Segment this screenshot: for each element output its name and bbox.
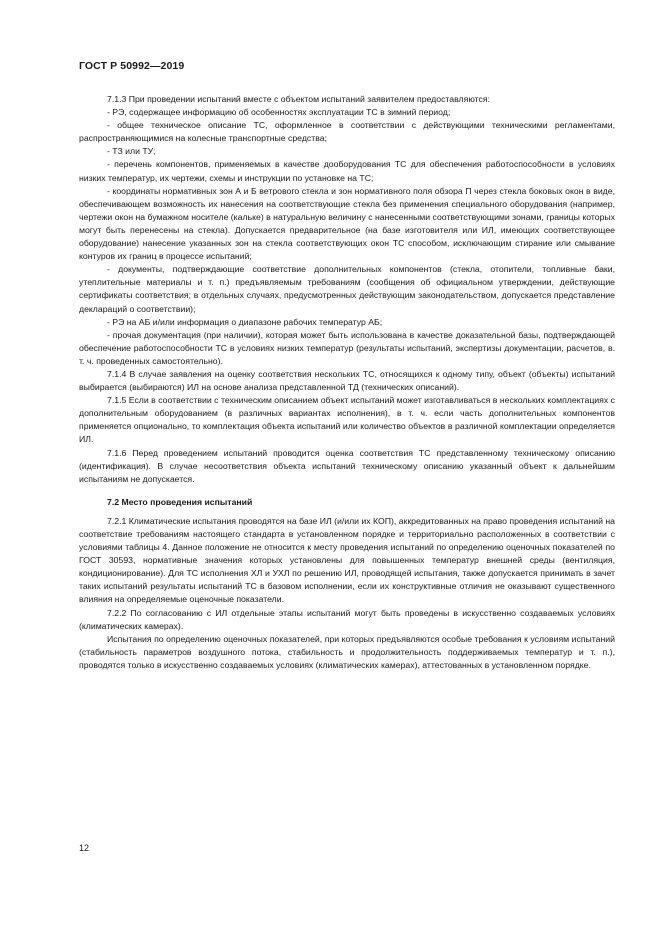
list-item: - прочая документация (при наличии), которая может быть использована в качестве доказательной базы, подтверждающей обеспечение работоспособности ТС в условиях низких температур (результаты испытаний, экспертизы документации, расчетов, в. т. ч. проведенных самостоятельно).: [79, 329, 615, 366]
paragraph-7-2-2: 7.2.2 По согласованию с ИЛ отдельные этапы испытаний могут быть проведены в искусственно создаваемых условиях (климатических камерах).: [79, 607, 615, 631]
list-item: - координаты нормативных зон А и Б ветрового стекла и зон нормативного поля обзора П через стекла боковых окон в виде, обеспечивающем возможность их нанесения на соответствующие стекла без применения специального оборудования (например, чертежи окон на бумажном носителе (кальке) в натуральную величину с нанесенными соответствующими зонами, границы которых могут быть перенесены на стекла). Допускается предварительное (на базе изготовителя или ИЛ, имеющих соответствующее оборудование) нанесение указанных зон на стекла соответствующих окон ТС способом, исключающим стирание или смывание контуров их границ в процессе испытаний;: [79, 185, 615, 262]
document-header: ГОСТ Р 50992—2019: [79, 60, 185, 72]
list-item: - ТЗ или ТУ;: [107, 146, 156, 157]
list-item: - РЭ, содержащее информацию об особенностях эксплуатации ТС в зимний период;: [107, 107, 451, 118]
paragraph-7-2-1: 7.2.1 Климатические испытания проводятся на базе ИЛ (и/или их КОП), аккредитованных на право проведения испытаний на соответствие требованиям настоящего стандарта в установленном порядке и территориально расположенных в соответствии с условиями таблицы 4. Данное положение не относится к месту проведения испытаний по определению оценочных показателей по ГОСТ 30593, нормативные значения которых установлены для повышенных температур внешней среды (вентиляция, кондиционирование). Для ТС исполнения ХЛ и УХЛ по решению ИЛ, проводящей испытания, также допускается принимать в зачет таких испытаний результаты испытаний ТС в базовом исполнении, если их конструктивные отличия не оказывают существенного влияния на определяемые оценочные показатели.: [79, 515, 615, 605]
page-number: 12: [79, 843, 90, 853]
paragraph-7-1-5: 7.1.5 Если в соответствии с техническим описанием объект испытаний может изготавливаться в нескольких комплектациях с дополнительным оборудованием (в различных вариантах исполнения), в т. ч. если часть дополнительных компонентов применяется опционально, то комплектация объекта испытаний или количество объектов в различной комплектации определяется ИЛ.: [79, 395, 615, 445]
paragraph-7-1-3: 7.1.3 При проведении испытаний вместе с объектом испытаний заявителем предоставляются:: [107, 94, 490, 104]
list-item: - РЭ на АБ и/или информация о диапазоне рабочих температур АБ;: [107, 316, 383, 327]
list-item: - документы, подтверждающие соответствие дополнительных компонентов (стекла, отопители, топливные баки, утеплительные материалы и т. п.) предъявляемым требованиям (сообщения об официальном утверждении, действующие сертификаты соответствия; в отдельных случаях, предусмотренных действующим законодательством, допускается представление деклараций о соответствии);: [79, 264, 615, 314]
document-body: [79, 93, 615, 672]
paragraph: Испытания по определению оценочных показателей, при которых предъявляются особые требования к условиям испытаний (стабильность параметров воздушного потока, стабильность и продолжительность поддерживаемых температур и т. п.), проводятся только в искусственно создаваемых условиях (климатических камерах), аттестованных в установленном порядке.: [79, 633, 615, 670]
paragraph-7-1-4: 7.1.4 В случае заявления на оценку соответствия нескольких ТС, относящихся к одному типу, объект (объекты) испытаний выбирается (выбираются) ИЛ на основе анализа представленной ТД (технических описаний).: [79, 368, 615, 393]
list-item: - общее техническое описание ТС, оформленное в соответствии с действующими техническими регламентами, распространяющимися на колесные транспортные средства;: [79, 120, 615, 144]
list-item: - перечень компонентов, применяемых в качестве дооборудования ТС для обеспечения работоспособности в условиях низких температур, их чертежи, схемы и инструкции по установке на ТС;: [79, 159, 615, 183]
paragraph-7-1-6: 7.1.6 Перед проведением испытаний проводится оценка соответствия ТС представленному техническому описанию (идентификация). В случае несоответствия объекта испытаний техническому описанию указанный объект к дальнейшим испытаниям не допускается.: [79, 447, 615, 484]
section-heading: 7.2 Место проведения испытаний: [107, 496, 253, 507]
